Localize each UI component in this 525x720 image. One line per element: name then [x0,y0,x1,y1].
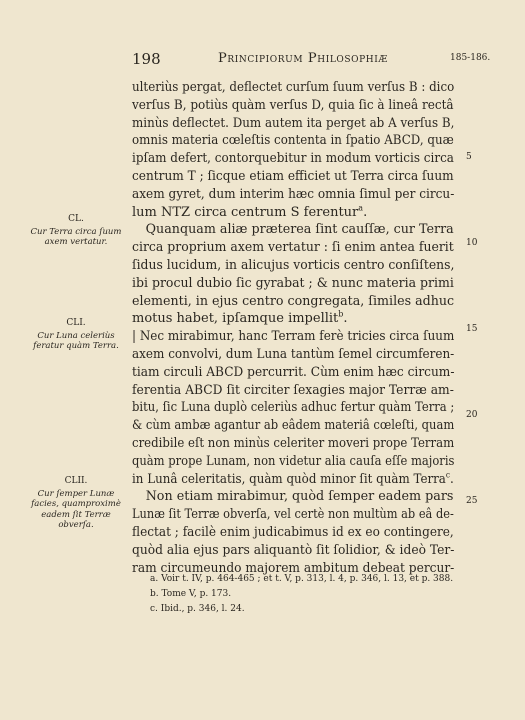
page-range: 185-186. [450,53,491,63]
text-line: axem convolvi, dum Luna tantùm ſemel circumferen- [132,346,455,362]
text-line: ram circumeundo majorem ambitum debeat percur- [132,560,455,576]
text-fragment: . [343,311,348,327]
page-number: 198 [132,50,161,68]
text-line: centrum T ; ſicque etiam efficiet ut Terra circa ſuum [132,168,454,184]
text-line: verſus B, potiùs quàm verſus D, quia ſic à lineâ rectâ [132,97,454,113]
text-line [132,470,454,489]
text-fragment: . [363,204,368,220]
paragraph-2 [132,221,454,328]
text-line: circa proprium axem vertatur : ſi enim antea fuerit [132,240,454,256]
text-line: credibile eſt non minùs celeriter moveri prope Terram [132,435,455,451]
margin-note-clii [28,476,124,531]
text-line: ulteriùs pergat, deflectet curſum ſuum verſus B : dico [132,80,455,95]
footnote-b: b. Tome V, p. 173. [150,589,232,599]
page-header [0,50,525,68]
footnotes [150,572,454,617]
main-text [132,79,454,577]
text-line: ipſam defert, contorquebitur in modum vorticis circa [132,151,454,167]
line-number: 25 [466,496,478,506]
paragraph-4 [132,488,454,577]
text-line: minùs deflectet. Dum autem ita perget ab A verſus B, [132,115,455,131]
text-fragment: . [449,471,454,487]
text-fragment: motus habet, ipſamque impellit [132,311,339,327]
paragraph-3 [132,328,454,488]
text-line: Lunæ ſit Terræ obverſa, vel certè non multùm ab eâ de- [132,507,454,523]
text-line: Non etiam mirabimur, quòd ſemper eadem pars [145,489,454,505]
line-number: 20 [466,410,478,420]
margin-note-cli [28,318,124,352]
margin-note-number: CLII. [64,476,88,486]
margin-note-number: CLI. [66,318,86,328]
text-line: | Nec mirabimur, hanc Terram ferè tricies circa ſuum [132,329,455,345]
text-line: ſidus lucidum, in alicujus vorticis centro conſiſtens, [132,257,455,273]
text-line: ferentia ABCD ſit circiter ſexagies major Terræ am- [132,382,454,398]
text-line: axem gyret, dum interim hæc omnia ſimul per circu- [132,186,455,202]
margin-note-cl [28,214,124,248]
text-line [132,310,454,328]
footnote-a: a. Voir t. IV, p. 464-465 ; et t. V, p. 313, l. 4, p. 346, l. 13, et p. 388. [150,574,454,584]
text-line: ibi procul dubio ſic gyrabat ; & nunc materia primi [132,275,454,291]
margin-note-caption: Cur Terra circa ſuum axem vertatur. [30,226,122,247]
line-number: 10 [466,238,478,248]
text-line [132,204,454,222]
text-line: quòd alia ejus pars aliquantò ſit ſolidior, & ideò Ter- [132,542,455,558]
text-line: quàm prope Lunam, non videtur alia cauſa eſſe majoris [132,453,455,469]
text-line: elementi, in ejus centro congregata, ſimiles adhuc [132,293,455,309]
margin-note-number: CL. [68,214,84,224]
text-fragment: in Lunâ celeritatis, quàm quòd minor ſit quàm Terra [132,471,446,487]
text-line: Quanquam aliæ præterea ſint cauſſæ, cur Terra [145,222,454,238]
text-line: tiam circuli ABCD percurrit. Cùm enim hæc circum- [132,364,455,380]
line-number: 5 [466,152,472,162]
text-line: bitu, ſic Luna duplò celeriùs adhuc fertur quàm Terra ; [132,400,455,416]
text-line: & cùm ambæ agantur ab eâdem materiâ cœleſti, quam [132,418,455,434]
paragraph-1 [132,79,454,221]
text-line: omnis materia cœleſtis contenta in ſpatio ABCD, quæ [132,133,454,149]
margin-note-caption: Cur Luna celeriùs feratur quàm Terra. [33,330,119,351]
footnote-ref: b [338,310,344,320]
line-number: 15 [466,324,478,334]
text-line: flectat ; facilè enim judicabimus id ex eo contingere, [132,524,454,540]
footnote-ref: a [358,203,364,213]
footnote-ref: c [445,470,450,480]
margin-note-caption: Cur ſemper Lunæ facies, quamproximè eadem ſit Terræ obverſa. [31,488,121,530]
text-fragment: lum NTZ circa centrum S ferentur [132,204,359,220]
footnote-c: c. Ibid., p. 346, l. 24. [150,604,245,614]
running-title: Principiorum Philosophiæ [218,51,389,66]
